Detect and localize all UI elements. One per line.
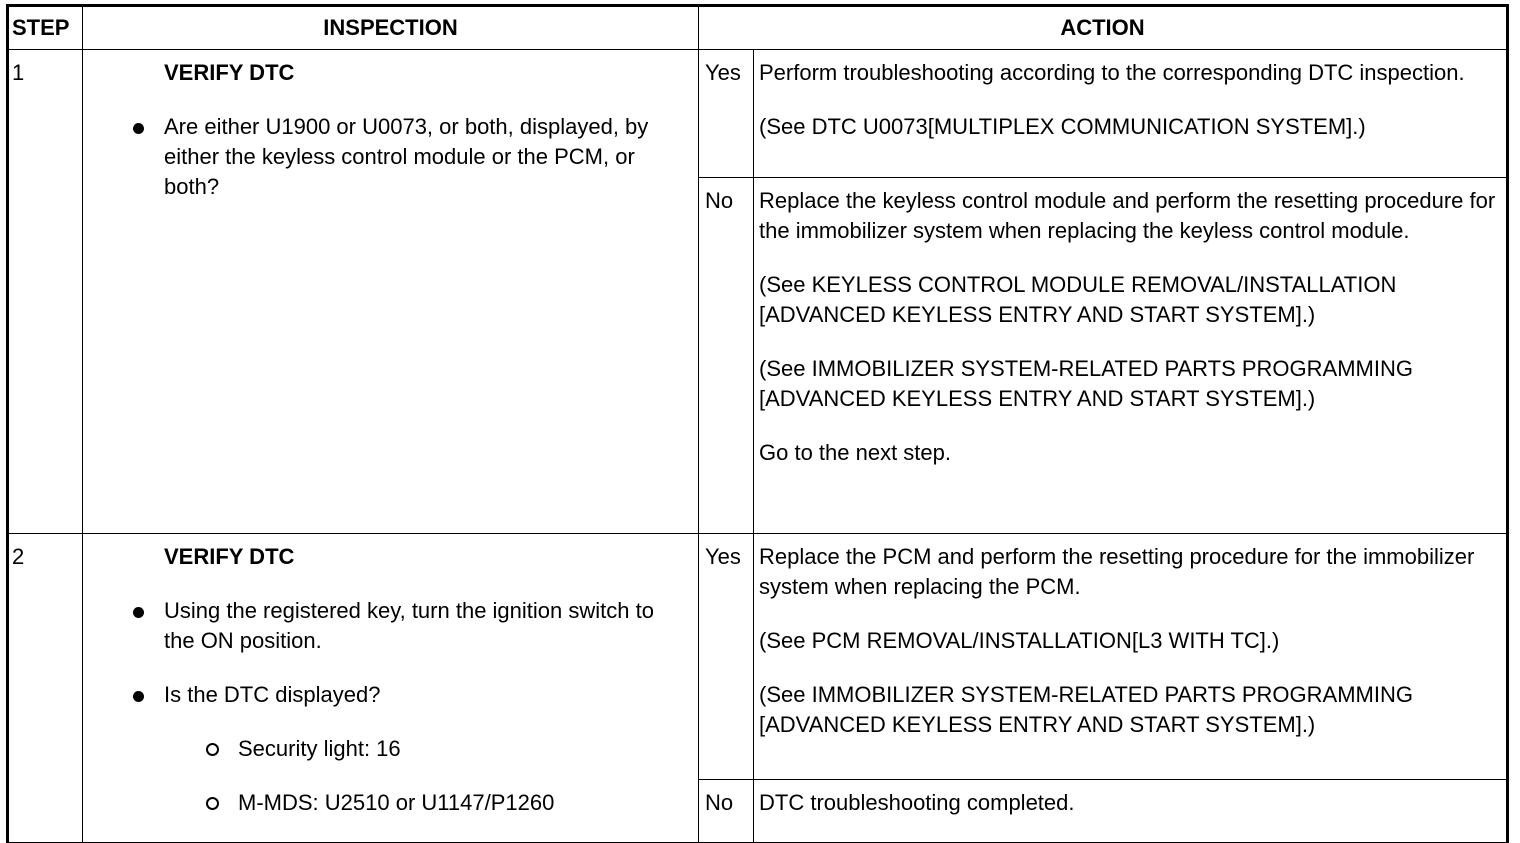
step-number: 1 xyxy=(9,50,83,534)
inspection-cell xyxy=(83,534,699,843)
no-action xyxy=(754,178,1507,534)
action-paragraph: Go to the next step. xyxy=(759,440,952,465)
action-paragraph: Perform troubleshooting according to the corresponding DTC inspection. xyxy=(759,60,1465,85)
step-header: STEP xyxy=(9,7,83,50)
inspection-heading: VERIFY DTC xyxy=(164,544,295,569)
inspection-subbullet: M-MDS: U2510 or U1147/P1260 xyxy=(133,788,688,818)
circle-bullet-icon xyxy=(206,743,219,756)
inspection-cell xyxy=(83,50,699,534)
bullet-icon xyxy=(133,123,144,134)
bullet-icon xyxy=(133,691,144,702)
no-label: No xyxy=(699,178,754,534)
inspection-heading: VERIFY DTC xyxy=(164,60,295,85)
action-reference: (See PCM REMOVAL/INSTALLATION[L3 WITH TC].) xyxy=(759,628,1280,653)
action-paragraph: Replace the PCM and perform the resetting procedure for the immobilizer system when replacing the PCM. xyxy=(759,544,1475,599)
yes-action xyxy=(754,534,1507,780)
troubleshooting-table xyxy=(8,6,1507,843)
action-paragraph: DTC troubleshooting completed. xyxy=(759,790,1075,815)
bullet-icon xyxy=(133,607,144,618)
inspection-bullet: Using the registered key, turn the ignition switch to the ON position. xyxy=(133,596,688,656)
step-number: 2 xyxy=(9,534,83,843)
action-reference: (See IMMOBILIZER SYSTEM-RELATED PARTS PROGRAMMING [ADVANCED KEYLESS ENTRY AND START SYSTEM].) xyxy=(759,682,1413,737)
inspection-bullet: Is the DTC displayed? xyxy=(133,680,688,710)
yes-label: Yes xyxy=(699,50,754,178)
yes-action xyxy=(754,50,1507,178)
no-label: No xyxy=(699,780,754,843)
action-header: ACTION xyxy=(699,7,1507,50)
action-reference: (See DTC U0073[MULTIPLEX COMMUNICATION SYSTEM].) xyxy=(759,114,1366,139)
action-reference: (See IMMOBILIZER SYSTEM-RELATED PARTS PROGRAMMING [ADVANCED KEYLESS ENTRY AND START SYSTEM].) xyxy=(759,356,1413,411)
circle-bullet-icon xyxy=(206,797,219,810)
action-paragraph: Replace the keyless control module and perform the resetting procedure for the immobilizer system when replacing the keyless control module. xyxy=(759,188,1496,243)
inspection-bullet: Are either U1900 or U0073, or both, displayed, by either the keyless control module or the PCM, or both? xyxy=(133,112,688,202)
yes-label: Yes xyxy=(699,534,754,780)
action-reference: (See KEYLESS CONTROL MODULE REMOVAL/INSTALLATION [ADVANCED KEYLESS ENTRY AND START SYSTEM].) xyxy=(759,272,1397,327)
inspection-subbullet: Security light: 16 xyxy=(133,734,688,764)
header-row xyxy=(9,7,1507,50)
table-row xyxy=(9,50,1507,178)
table-row xyxy=(9,534,1507,780)
no-action xyxy=(754,780,1507,843)
inspection-header: INSPECTION xyxy=(83,7,699,50)
